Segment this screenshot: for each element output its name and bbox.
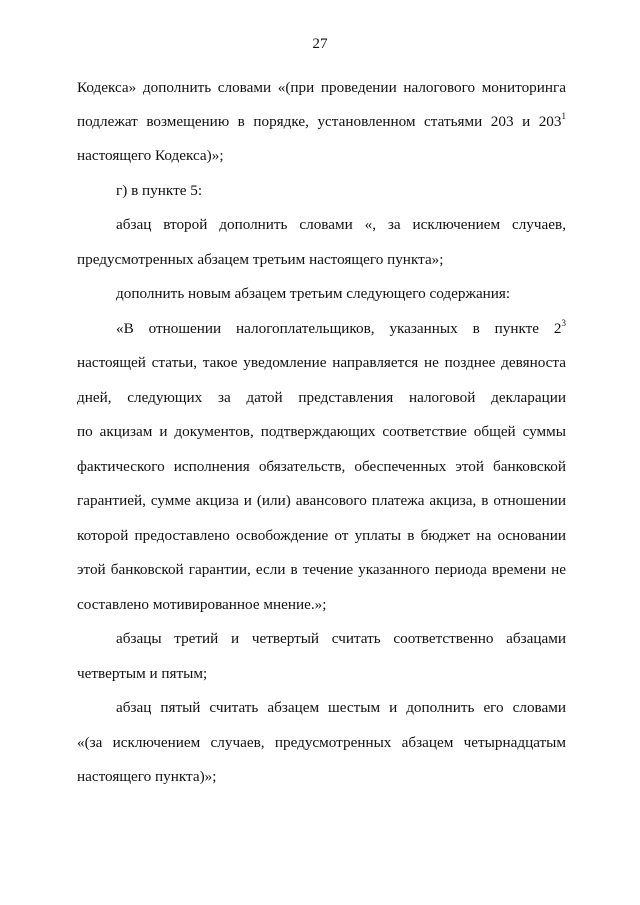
text-line: настоящего пункта)»; [77,768,217,785]
text-line: абзац пятый считать абзацем шестым и дополнить его словами [116,699,566,716]
text-line: настоящего Кодекса)»; [77,147,224,164]
text-line: г) в пункте 5: [116,182,203,199]
text-line: настоящей статьи, такое уведомление направляется не позднее девяноста [77,354,566,371]
text-line: которой предоставлено освобождение от уплаты в бюджет на основании [77,527,566,544]
text-line: дополнить новым абзацем третьим следующего содержания: [116,285,511,302]
text-line: «(за исключением случаев, предусмотренных абзацем четырнадцатым [77,734,566,751]
text-line: абзацы третий и четвертый считать соответственно абзацами [116,630,566,647]
text-line: гарантией, сумме акциза и (или) авансового платежа акциза, в отношении [77,492,566,509]
text-line: Кодекса» дополнить словами «(при проведении налогового мониторинга [77,79,566,96]
text-line: четвертым и пятым; [77,665,208,682]
text-line-main: подлежат возмещению в порядке, установленном статьями 203 и 203 [77,113,562,130]
text-line: составлено мотивированное мнение.»; [77,596,327,613]
text-line-main: «В отношении налогоплательщиков, указанных в пункте 2 [116,320,562,337]
text-line: этой банковской гарантии, если в течение указанного периода времени не [77,561,566,578]
text-line: предусмотренных абзацем третьим настоящего пункта»; [77,251,444,268]
page-number: 27 [312,35,328,52]
superscript: 1 [561,111,566,121]
text-line: дней, следующих за датой представления налоговой декларации [77,389,566,406]
text-line [116,319,566,339]
text-line: фактического исполнения обязательств, обеспеченных этой банковской [77,458,566,475]
text-line: по акцизам и документов, подтверждающих соответствие общей суммы [77,423,566,440]
text-line: абзац второй дополнить словами «, за исключением случаев, [116,216,566,233]
superscript: 3 [561,318,566,328]
text-line [77,112,566,132]
